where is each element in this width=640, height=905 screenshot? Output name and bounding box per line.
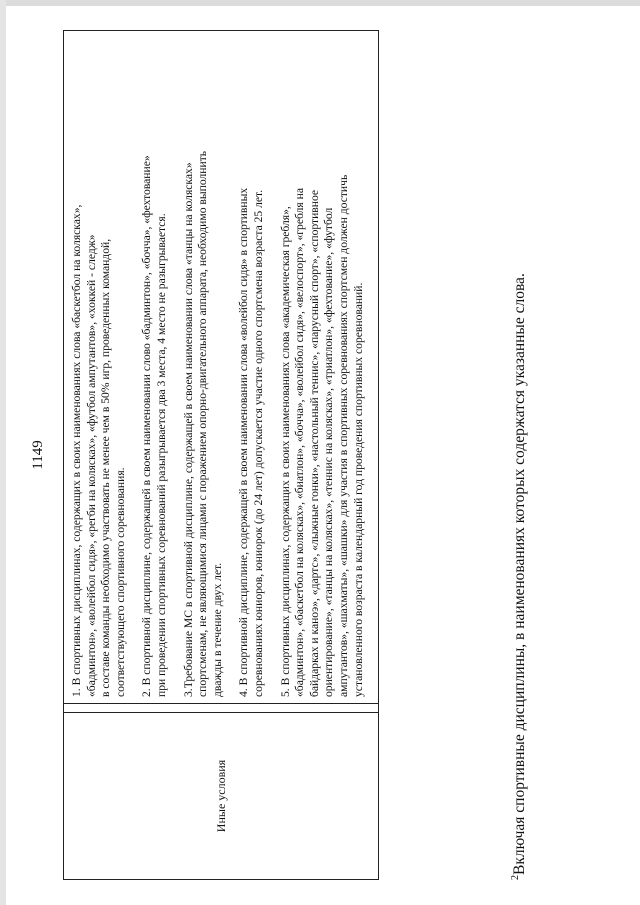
narrow-column — [64, 704, 379, 713]
text-line: 5. В спортивных дисциплинах, содержащих в своих наименованиях слова «академическая гребля», — [278, 206, 292, 697]
text-line: 4. В спортивной дисциплине, содержащей в своем наименовании слова «волейбол сидя» в спортивных — [237, 187, 251, 697]
text-line: 3.Требование МС в спортивной дисциплине, содержащей в своем наименовании слова «танцы на колясках» — [181, 162, 195, 697]
footnote — [510, 273, 529, 880]
table-row — [64, 31, 379, 880]
scan-edge-top — [0, 0, 640, 6]
text-line: 2. В спортивной дисциплине, содержащей в своем наименовании слово «бадминтон», «бочча», «фехтование» — [140, 155, 154, 697]
text-line: байдарках и каноэ», «дартс», «лыжные гонки», «настольный теннис», «парусный спорт», «спортивное — [307, 189, 321, 697]
text-line: «бадминтон», «волейбол сидя», «регби на колясках», «футбол ампутантов», «хоккей - следж» — [84, 234, 98, 697]
conditions-content — [64, 31, 379, 704]
text-line: при проведении спортивных соревнований разыгрывается два 3 места, 4 место не разыгрывается. — [154, 213, 168, 697]
text-line: соответствующего спортивного соревнования. — [113, 467, 127, 697]
text-line: «бадминтон», «баскетбол на колясках», «биатлон», «бочча», «волейбол сидя», «велоспорт», «гребля на — [293, 188, 307, 697]
row-label: Иные условия — [64, 713, 379, 880]
condition-paragraph-4 — [237, 37, 266, 697]
condition-paragraph-5 — [279, 37, 367, 697]
text-line: спортсменам, не являющимися лицами с поражением опорно-двигательного аппарата, необходимо выполнить — [196, 150, 210, 697]
text-line: ампутантов», «шахматы», «шашки» для участия в спортивных соревнованиях спортсмен должен достичь — [336, 174, 350, 697]
scan-edge-left — [0, 0, 6, 905]
text-line: ориентирование», «танцы на колясках», «теннис на колясках», «триатлон», «фехтование», «футбол — [322, 207, 336, 697]
text-line: соревнованиях юниоров, юниорок (до 24 лет) допускается участие одного спортсмена возраста 25 лет. — [251, 189, 265, 697]
text-line: установленного возраста в календарный год проведения спортивных соревнований. — [351, 282, 365, 697]
condition-paragraph-3 — [182, 37, 226, 697]
conditions-table — [63, 30, 379, 880]
condition-paragraph-1 — [70, 37, 128, 697]
page-number: 1149 — [30, 440, 46, 470]
rotated-page — [30, 30, 590, 880]
text-line: 1. В спортивных дисциплинах, содержащих в своих наименованиях слова «баскетбол на колясках», — [70, 204, 83, 697]
footnote-mark: 2 — [510, 875, 521, 880]
text-line: дважды в течение двух лет. — [210, 562, 224, 697]
footnote-text: Включая спортивные дисциплины, в наименованиях которых содержатся указанные слова. — [511, 273, 529, 875]
condition-paragraph-2 — [140, 37, 169, 697]
text-line: в составе команды необходимо участвовать не менее чем в 50% игр, проведенных командой, — [99, 238, 113, 697]
